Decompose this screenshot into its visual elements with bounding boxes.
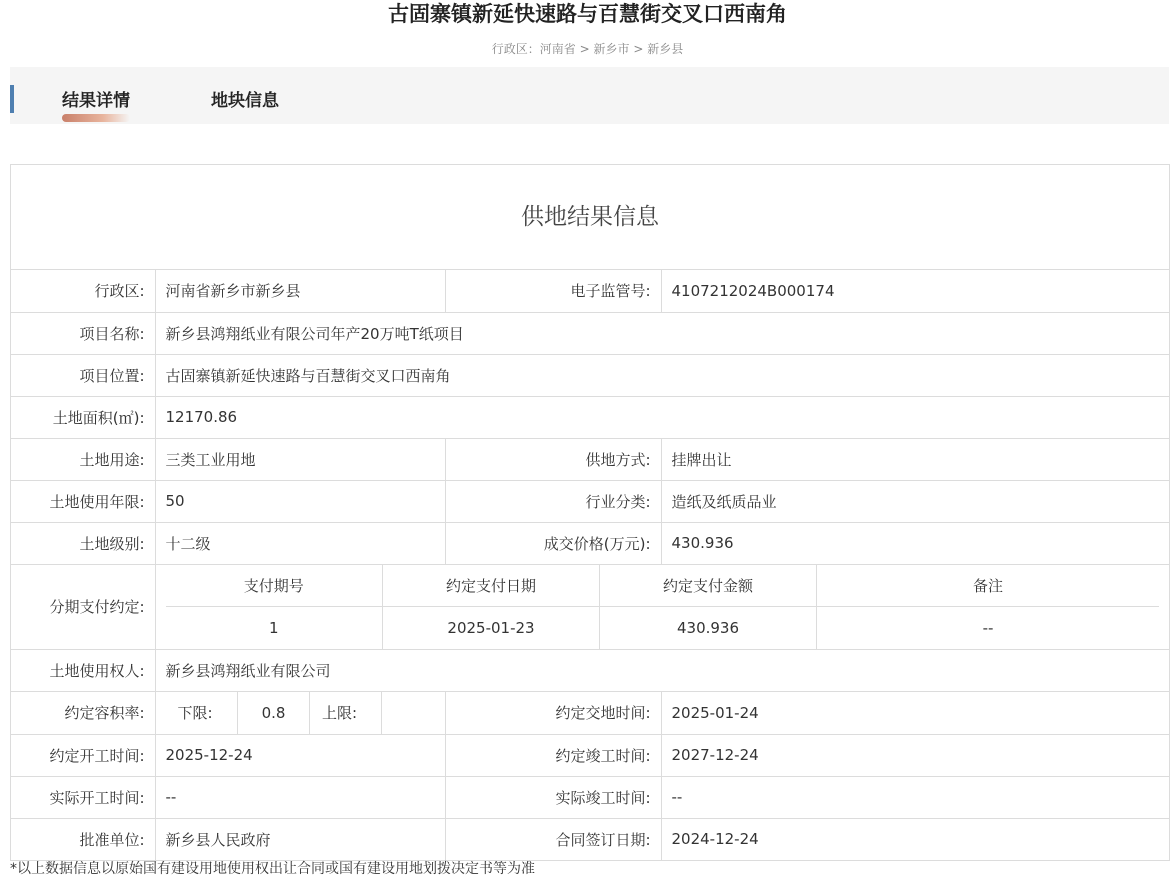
tab-result-details[interactable]: 结果详情 <box>62 91 130 111</box>
tabs-bar <box>10 67 1169 124</box>
breadcrumb <box>0 40 1175 58</box>
table-row <box>11 734 1169 776</box>
installment-header: 支付期号 <box>166 565 383 607</box>
finish-actual-value: -- <box>661 776 1169 818</box>
far-lower-label: 下限: <box>166 692 238 734</box>
project-name-value: 新乡县鸿翔纸业有限公司年产20万吨T纸项目 <box>155 312 1169 354</box>
breadcrumb-separator: > <box>633 42 644 56</box>
table-row <box>11 522 1169 564</box>
table-row <box>11 818 1169 860</box>
approver-value: 新乡县人民政府 <box>155 818 445 860</box>
active-tab-underline <box>62 114 130 122</box>
finish-plan-value: 2027-12-24 <box>661 734 1169 776</box>
district-value: 河南省新乡市新乡县 <box>155 270 445 312</box>
finish-actual-label: 实际竣工时间: <box>445 776 661 818</box>
installment-label: 分期支付约定: <box>11 564 155 649</box>
table-row <box>11 649 1169 691</box>
installment-header: 备注 <box>817 565 1160 607</box>
supervision-no-label: 电子监管号: <box>445 270 661 312</box>
start-plan-label: 约定开工时间: <box>11 734 155 776</box>
page-title: 古固寨镇新延快速路与百慧街交叉口西南角 <box>388 2 787 26</box>
supply-result-panel <box>10 164 1170 861</box>
far-upper-value <box>382 692 435 734</box>
installment-header: 约定支付日期 <box>383 565 600 607</box>
project-location-value: 古固寨镇新延快速路与百慧街交叉口西南角 <box>155 354 1169 396</box>
table-row <box>11 691 1169 734</box>
installment-period: 1 <box>166 607 383 649</box>
land-area-label: 土地面积(㎡): <box>11 396 155 438</box>
installment-amount: 430.936 <box>600 607 817 649</box>
price-value: 430.936 <box>661 522 1169 564</box>
start-actual-value: -- <box>155 776 445 818</box>
supply-method-value: 挂牌出让 <box>661 438 1169 480</box>
project-location-label: 项目位置: <box>11 354 155 396</box>
project-name-label: 项目名称: <box>11 312 155 354</box>
contract-date-label: 合同签订日期: <box>445 818 661 860</box>
land-user-label: 土地使用权人: <box>11 649 155 691</box>
installment-row <box>166 607 1160 649</box>
breadcrumb-county[interactable]: 新乡县 <box>647 42 684 56</box>
land-grade-label: 土地级别: <box>11 522 155 564</box>
breadcrumb-prefix: 行政区： <box>491 42 540 56</box>
contract-date-value: 2024-12-24 <box>671 830 759 849</box>
result-info-table <box>11 270 1169 860</box>
installment-note: -- <box>982 618 994 637</box>
table-row <box>11 564 1169 649</box>
table-row <box>11 312 1169 354</box>
land-area-value: 12170.86 <box>155 396 1169 438</box>
use-years-value: 50 <box>155 480 445 522</box>
table-row <box>11 354 1169 396</box>
district-label: 行政区: <box>11 270 155 312</box>
installment-date: 2025-01-23 <box>383 607 600 649</box>
land-use-label: 土地用途: <box>11 438 155 480</box>
installment-table <box>166 565 1160 649</box>
finish-plan-label: 约定竣工时间: <box>445 734 661 776</box>
far-cell <box>155 691 445 734</box>
supply-method-label: 供地方式: <box>445 438 661 480</box>
supervision-no-value: 4107212024B000174 <box>661 270 1169 312</box>
table-row <box>11 776 1169 818</box>
tabs-accent-bar <box>10 85 14 113</box>
far-upper-label: 上限: <box>310 692 382 734</box>
use-years-label: 土地使用年限: <box>11 480 155 522</box>
installment-header-row <box>166 565 1160 607</box>
tab-parcel-info[interactable]: 地块信息 <box>211 91 279 111</box>
breadcrumb-separator: > <box>579 42 590 56</box>
installment-header: 约定支付金额 <box>600 565 817 607</box>
far-lower-value: 0.8 <box>238 692 310 734</box>
land-grade-value: 十二级 <box>155 522 445 564</box>
footnote: *以上数据信息以原始国有建设用地使用权出让合同或国有建设用地划拨决定书等为准 <box>10 861 535 877</box>
breadcrumb-city[interactable]: 新乡市 <box>593 42 630 56</box>
handover-label: 约定交地时间: <box>445 691 661 734</box>
far-table <box>166 692 435 734</box>
land-user-value: 新乡县鸿翔纸业有限公司 <box>155 649 1169 691</box>
installment-cell <box>155 564 1169 649</box>
handover-value: 2025-01-24 <box>661 691 1169 734</box>
land-use-value: 三类工业用地 <box>155 438 445 480</box>
approver-label: 批准单位: <box>11 818 155 860</box>
price-label: 成交价格(万元): <box>445 522 661 564</box>
section-title: 供地结果信息 <box>11 165 1169 270</box>
far-label: 约定容积率: <box>11 691 155 734</box>
industry-label: 行业分类: <box>445 480 661 522</box>
table-row <box>11 396 1169 438</box>
breadcrumb-province[interactable]: 河南省 <box>539 42 576 56</box>
start-plan-value: 2025-12-24 <box>155 734 445 776</box>
start-actual-label: 实际开工时间: <box>11 776 155 818</box>
table-row <box>11 270 1169 312</box>
industry-value: 造纸及纸质品业 <box>661 480 1169 522</box>
table-row <box>11 438 1169 480</box>
table-row <box>11 480 1169 522</box>
